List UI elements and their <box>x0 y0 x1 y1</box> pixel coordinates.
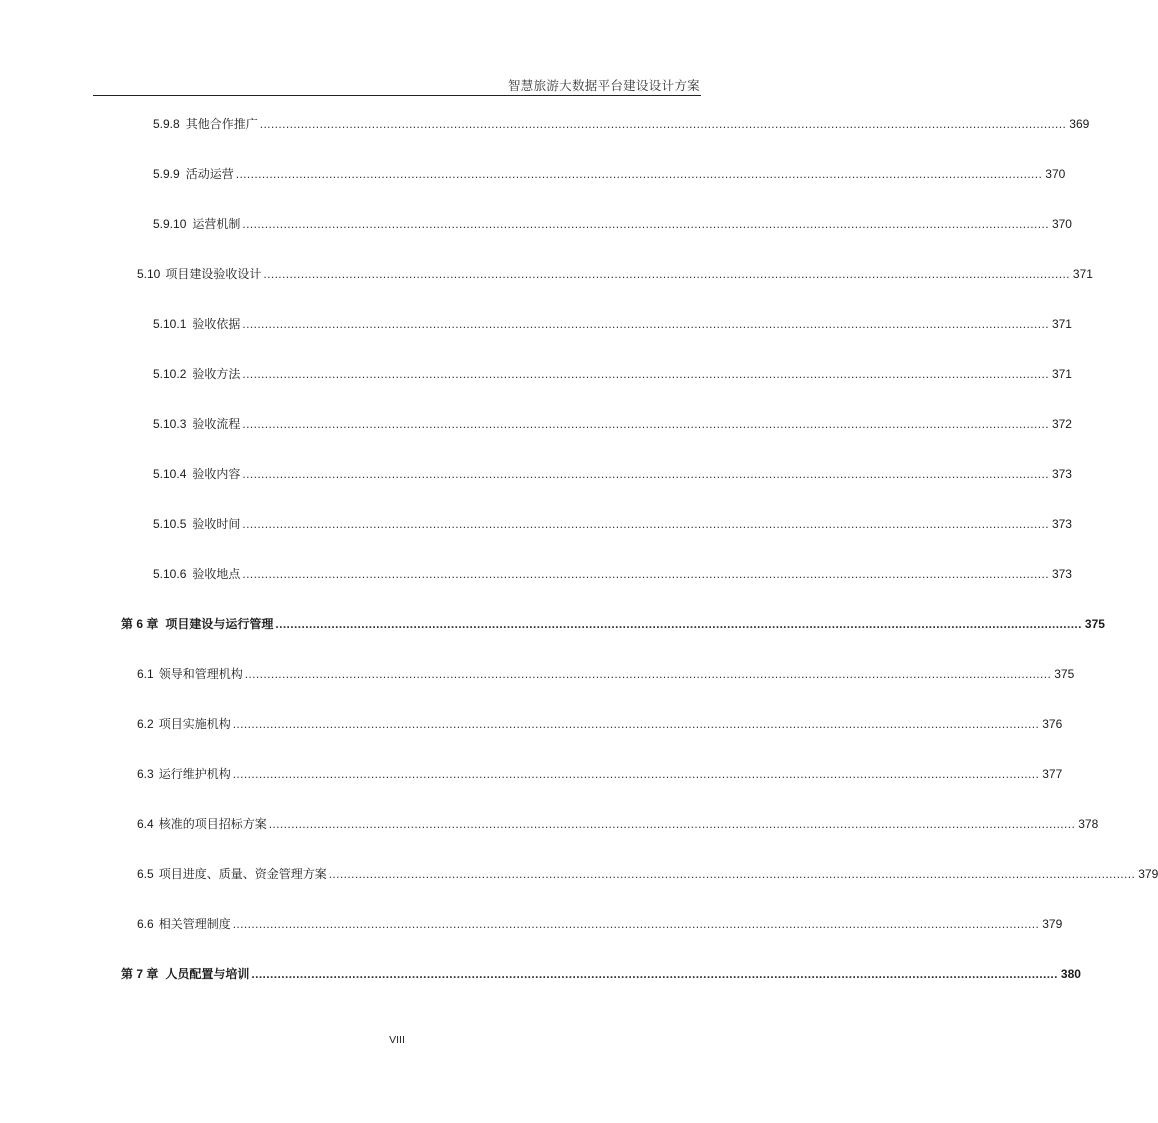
toc-leader-dots: ........................................................................................................................................................................................................................ <box>232 917 1040 931</box>
toc-entry-number: 6.1 <box>137 667 154 681</box>
toc-entry-page: 375 <box>1054 667 1075 681</box>
toc-entry-page: 373 <box>1051 567 1072 581</box>
toc-entry-number: 5.10.3 <box>153 417 187 431</box>
toc-entry[interactable] <box>137 764 1063 784</box>
toc-entry-title: 人员配置与培训 <box>165 967 250 981</box>
toc-entry-number: 5.10 <box>137 267 161 281</box>
toc-entry-page: 371 <box>1051 317 1072 331</box>
toc-entry-title: 运行维护机构 <box>158 767 231 781</box>
toc-entry-number: 6.6 <box>137 917 154 931</box>
document-title: 智慧旅游大数据平台建设设计方案 <box>507 78 700 93</box>
toc-entry[interactable] <box>137 714 1063 734</box>
toc-entry[interactable] <box>153 464 1072 484</box>
toc-entry-title: 项目建设与运行管理 <box>165 617 274 631</box>
toc-entry-number: 6.2 <box>137 717 154 731</box>
toc-entry-number: 5.10.4 <box>153 467 187 481</box>
toc-entry-title: 运营机制 <box>192 217 241 231</box>
toc-entry-page: 380 <box>1060 967 1081 981</box>
toc-leader-dots: ........................................................................................................................................................................................................................ <box>259 117 1067 131</box>
toc-entry-title: 验收内容 <box>192 467 241 481</box>
toc-entry[interactable] <box>153 114 1090 134</box>
toc-leader-dots: ........................................................................................................................................................................................................................ <box>242 367 1049 381</box>
toc-entry-title: 项目建设验收设计 <box>165 267 262 281</box>
toc-entry[interactable] <box>153 564 1072 584</box>
toc-entry-title: 其他合作推广 <box>185 117 258 131</box>
toc-entry-page: 373 <box>1051 467 1072 481</box>
toc-entry[interactable] <box>137 914 1063 934</box>
toc-entry-number: 5.10.5 <box>153 517 187 531</box>
toc-entry-page: 371 <box>1072 267 1093 281</box>
toc-entry[interactable] <box>153 414 1072 434</box>
toc-entry[interactable] <box>153 214 1072 234</box>
toc-entry-title: 验收流程 <box>192 417 241 431</box>
toc-entry-page: 375 <box>1084 617 1105 631</box>
toc-entry-number: 5.10.2 <box>153 367 187 381</box>
toc-entry-number: 6.3 <box>137 767 154 781</box>
toc-entry-number: 6.5 <box>137 867 154 881</box>
toc-leader-dots: ........................................................................................................................................................................................................................ <box>242 417 1049 431</box>
toc-entry[interactable] <box>121 614 1105 634</box>
toc-leader-dots: ........................................................................................................................................................................................................................ <box>268 817 1076 831</box>
toc-entry-page: 371 <box>1051 367 1072 381</box>
toc-entry-page: 369 <box>1069 117 1090 131</box>
toc-entry-number: 第 7 章 <box>121 967 159 981</box>
toc-entry-title: 相关管理制度 <box>158 917 231 931</box>
toc-leader-dots: ........................................................................................................................................................................................................................ <box>328 867 1136 881</box>
toc-entry[interactable] <box>137 864 1158 884</box>
toc-entry[interactable] <box>153 314 1072 334</box>
toc-entry-page: 372 <box>1051 417 1072 431</box>
toc-entry-page: 378 <box>1078 817 1099 831</box>
toc-leader-dots: ........................................................................................................................................................................................................................ <box>232 767 1040 781</box>
toc-entry-number: 第 6 章 <box>121 617 159 631</box>
toc-entry-number: 5.9.8 <box>153 117 180 131</box>
toc-leader-dots: ........................................................................................................................................................................................................................ <box>242 217 1049 231</box>
toc-entry-title: 验收时间 <box>192 517 241 531</box>
toc-entry-number: 5.9.9 <box>153 167 180 181</box>
toc-leader-dots: ........................................................................................................................................................................................................................ <box>235 167 1043 181</box>
toc-leader-dots: ........................................................................................................................................................................................................................ <box>244 667 1052 681</box>
toc-entry-page: 376 <box>1042 717 1063 731</box>
toc-entry[interactable] <box>153 364 1072 384</box>
toc-entry[interactable] <box>137 664 1075 684</box>
header-divider <box>93 95 701 96</box>
toc-entry[interactable] <box>153 164 1066 184</box>
toc-leader-dots: ........................................................................................................................................................................................................................ <box>242 517 1049 531</box>
toc-entry-title: 领导和管理机构 <box>158 667 243 681</box>
toc-entry-title: 验收方法 <box>192 367 241 381</box>
toc-leader-dots: ........................................................................................................................................................................................................................ <box>242 467 1049 481</box>
toc-leader-dots: ........................................................................................................................................................................................................................ <box>242 567 1049 581</box>
footer-page-number: VIII <box>389 1034 405 1046</box>
toc-leader-dots: ........................................................................................................................................................................................................................ <box>263 267 1070 281</box>
toc-entry-page: 379 <box>1138 867 1158 881</box>
toc-entry[interactable] <box>137 264 1093 284</box>
toc-entry-number: 5.10.6 <box>153 567 187 581</box>
toc-entry-title: 验收依据 <box>192 317 241 331</box>
toc-entry-number: 6.4 <box>137 817 154 831</box>
toc-leader-dots: ........................................................................................................................................................................................................................ <box>251 967 1058 981</box>
toc-leader-dots: ........................................................................................................................................................................................................................ <box>275 617 1082 631</box>
toc-leader-dots: ........................................................................................................................................................................................................................ <box>232 717 1040 731</box>
toc-entry-title: 项目实施机构 <box>158 717 231 731</box>
toc-entry-page: 373 <box>1051 517 1072 531</box>
toc-entry[interactable] <box>153 514 1072 534</box>
toc-entry-title: 验收地点 <box>192 567 241 581</box>
toc-entry-page: 370 <box>1045 167 1066 181</box>
toc-entry-title: 活动运营 <box>185 167 234 181</box>
toc-entry-page: 379 <box>1042 917 1063 931</box>
toc-entry[interactable] <box>137 814 1099 834</box>
toc-entry-title: 核准的项目招标方案 <box>158 817 267 831</box>
toc-entry-number: 5.9.10 <box>153 217 187 231</box>
toc-leader-dots: ........................................................................................................................................................................................................................ <box>242 317 1049 331</box>
toc-entry-page: 377 <box>1042 767 1063 781</box>
toc-entry-number: 5.10.1 <box>153 317 187 331</box>
toc-entry[interactable] <box>121 964 1081 984</box>
toc-entry-page: 370 <box>1051 217 1072 231</box>
toc-entry-title: 项目进度、质量、资金管理方案 <box>158 867 327 881</box>
